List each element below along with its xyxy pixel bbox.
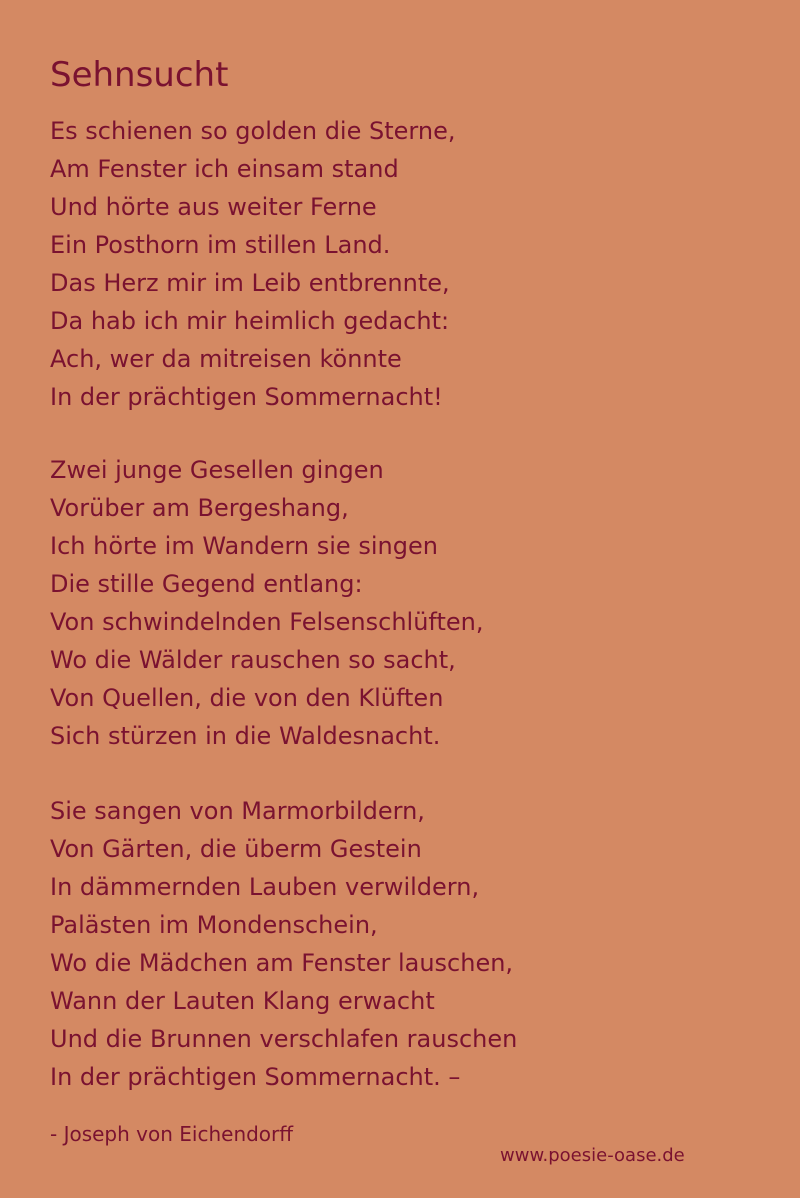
verse-line: Es schienen so golden die Sterne, [50, 117, 456, 145]
verse-line: In der prächtigen Sommernacht! [50, 383, 443, 411]
stanza-2 [50, 451, 483, 755]
verse-line: In dämmernden Lauben verwildern, [50, 873, 480, 901]
verse-line: Ein Posthorn im stillen Land. [50, 231, 391, 259]
verse-line: Wann der Lauten Klang erwacht [50, 987, 435, 1015]
verse-line: Da hab ich mir heimlich gedacht: [50, 307, 450, 335]
verse-line: Und hörte aus weiter Ferne [50, 193, 377, 221]
stanza-1 [50, 112, 455, 416]
verse-line: Zwei junge Gesellen gingen [50, 456, 384, 484]
verse-line: Und die Brunnen verschlafen rauschen [50, 1025, 518, 1053]
verse-line: Ich hörte im Wandern sie singen [50, 532, 438, 560]
verse-line: Von Quellen, die von den Klüften [50, 684, 444, 712]
verse-line: Wo die Wälder rauschen so sacht, [50, 646, 456, 674]
verse-line: Am Fenster ich einsam stand [50, 155, 399, 183]
verse-line: Die stille Gegend entlang: [50, 570, 363, 598]
verse-line: Von Gärten, die überm Gestein [50, 835, 422, 863]
website-credit: www.poesie-oase.de [500, 1145, 685, 1166]
verse-line: In der prächtigen Sommernacht. – [50, 1063, 461, 1091]
poem-author: - Joseph von Eichendorff [50, 1122, 294, 1146]
verse-line: Sich stürzen in die Waldesnacht. [50, 722, 441, 750]
verse-line: Sie sangen von Marmorbildern, [50, 797, 425, 825]
verse-line: Das Herz mir im Leib entbrennte, [50, 269, 450, 297]
verse-line: Von schwindelnden Felsenschlüften, [50, 608, 484, 636]
stanza-3 [50, 792, 517, 1096]
verse-line: Wo die Mädchen am Fenster lauschen, [50, 949, 514, 977]
poem-title: Sehnsucht [50, 55, 229, 95]
verse-line: Palästen im Mondenschein, [50, 911, 378, 939]
verse-line: Ach, wer da mitreisen könnte [50, 345, 402, 373]
verse-line: Vorüber am Bergeshang, [50, 494, 349, 522]
